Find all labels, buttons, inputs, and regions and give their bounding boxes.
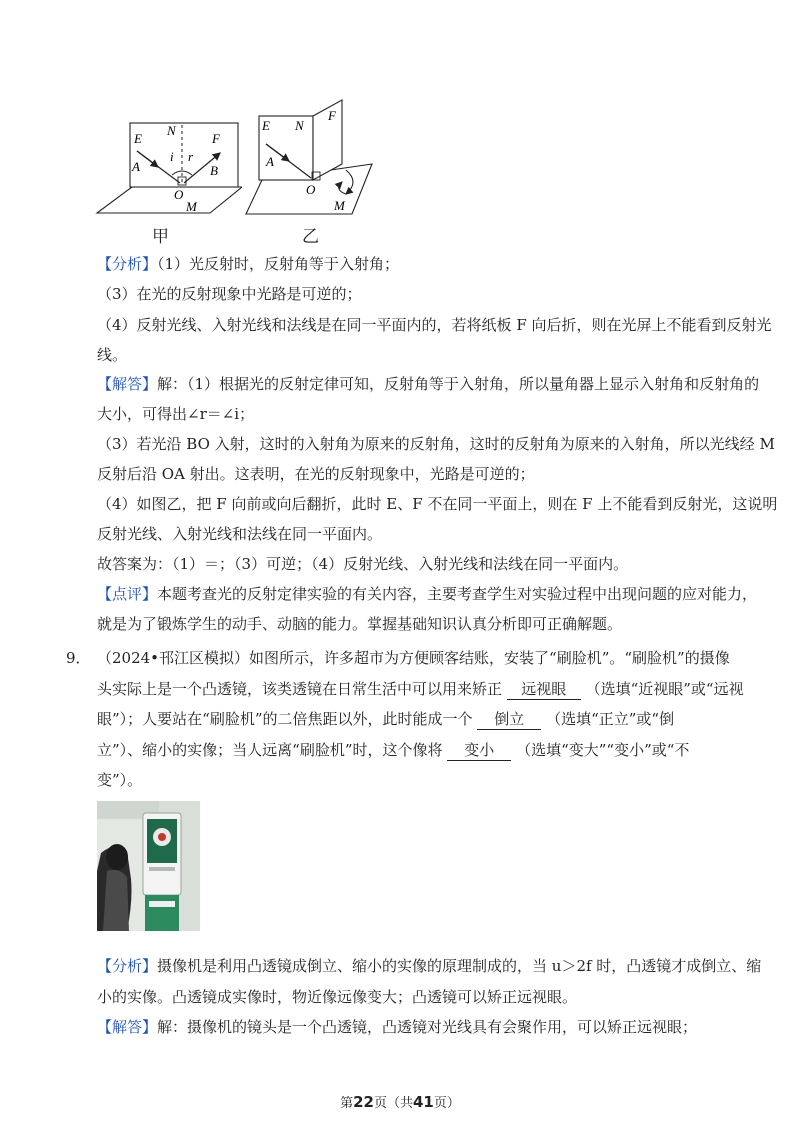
face-scan-photo-illustration xyxy=(97,801,200,931)
face-scan-machine-photo xyxy=(97,801,200,931)
footer-mid: 页（共 xyxy=(373,1096,413,1111)
label-O: O xyxy=(174,187,184,202)
question9-line5: 变”）。 xyxy=(97,771,143,789)
solution8-line6: 反射光线、入射光线和法线在同一平面内。 xyxy=(97,525,383,543)
label-i: i xyxy=(170,149,174,164)
comment8-line2: 就是为了锻炼学生的动手、动脑的能力。掌握基础知识认真分析即可正确解题。 xyxy=(97,615,623,633)
footer-suffix: 页） xyxy=(433,1096,460,1111)
label-M: M xyxy=(186,199,197,214)
question9-line2 xyxy=(97,679,744,700)
question9-line4 xyxy=(97,740,689,761)
answer-blank-1: 远视眼 xyxy=(507,679,581,700)
question9-line1: （2024•邗江区模拟）如图所示，许多超市为方便顾客结账，安装了“刷脸机”。“刷脸机”的摄像 xyxy=(97,649,730,667)
solution8-line3: （3）若光沿 BO 入射，这时的入射角为原来的反射角，这时的反射角为原来的入射角，所以光线经 M xyxy=(97,435,775,453)
analysis9-line2: 小的实像。凸透镜成实像时，物近像远像变大；凸透镜可以矫正远视眼。 xyxy=(97,988,578,1006)
comment-text: 本题考查光的反射定律实验的有关内容，主要考查学生对实验过程中出现问题的应对能力， xyxy=(157,585,758,603)
reflection-diagram-yi xyxy=(242,98,387,218)
label-F: F xyxy=(328,108,336,123)
question9-text: 头实际上是一个凸透镜，该类透镜在日常生活中可以用来矫正 xyxy=(97,680,503,698)
label-E: E xyxy=(262,118,270,133)
analysis8-line4: 线。 xyxy=(97,346,128,364)
comment8-line1 xyxy=(97,584,757,604)
question9-line3 xyxy=(97,709,674,730)
solution8-line5: （4）如图乙，把 F 向前或向后翻折，此时 E、F 不在同一平面上，则在 F 上不能看到反射光，这说明 xyxy=(97,495,778,513)
solution-text: 解：摄像机的镜头是一个凸透镜，凸透镜对光线具有会聚作用，可以矫正远视眼； xyxy=(157,1018,698,1036)
label-N: N xyxy=(295,118,304,133)
label-A: A xyxy=(266,154,274,169)
footer-prefix: 第 xyxy=(340,1096,354,1111)
label-A: A xyxy=(132,159,140,174)
analysis-text: 摄像机是利用凸透镜成倒立、缩小的实像的原理制成的，当 u＞2f 时，凸透镜才成倒立、缩 xyxy=(157,957,762,975)
question9-text: 立”）、缩小的实像；当人远离“刷脸机”时，这个像将 xyxy=(97,741,443,759)
answer-blank-2: 倒立 xyxy=(477,709,541,730)
label-F: F xyxy=(212,131,220,146)
label-B: B xyxy=(210,163,218,178)
label-r: r xyxy=(188,149,194,164)
solution9-line1 xyxy=(97,1017,697,1037)
analysis-tag: 【分析】 xyxy=(97,255,158,273)
figure-caption-yi: 乙 xyxy=(302,227,319,247)
reflection-diagram-jia xyxy=(92,115,242,220)
comment-tag: 【点评】 xyxy=(97,585,158,603)
figure-jia xyxy=(92,115,242,220)
solution8-line1 xyxy=(97,374,759,394)
label-N: N xyxy=(167,123,176,138)
solution-tag: 【解答】 xyxy=(97,375,158,393)
solution-tag: 【解答】 xyxy=(97,1018,158,1036)
footer-total-pages: 41 xyxy=(413,1093,434,1111)
question9-text: （选填“变大”“变小”或“不 xyxy=(516,741,690,759)
figure-yi xyxy=(242,98,387,218)
solution8-answer: 故答案为：（1）＝；（3）可逆；（4）反射光线、入射光线和法线在同一平面内。 xyxy=(97,555,629,573)
answer-blank-3: 变小 xyxy=(447,740,511,761)
figure-caption-jia: 甲 xyxy=(152,227,169,247)
analysis8-line3: （4）反射光线、入射光线和法线是在同一平面内的，若将纸板 F 向后折，则在光屏上不能看到反射光 xyxy=(97,316,772,334)
label-O: O xyxy=(306,182,316,197)
label-M: M xyxy=(334,198,345,213)
analysis-text: （1）光反射时，反射角等于入射角； xyxy=(157,255,400,273)
label-E: E xyxy=(134,131,142,146)
footer-page-number: 22 xyxy=(353,1093,374,1111)
page-footer xyxy=(0,1092,800,1111)
question9-text: 眼”）；人要站在“刷脸机”的二倍焦距以外，此时能成一个 xyxy=(97,710,473,728)
question9-text: （选填“正立”或“倒 xyxy=(546,710,675,728)
question9-number: 9． xyxy=(66,649,91,667)
analysis8-line1 xyxy=(97,254,399,274)
analysis8-line2: （3）在光的反射现象中光路是可逆的； xyxy=(97,285,362,303)
solution8-line2: 大小，可得出∠r＝∠i； xyxy=(97,405,255,423)
solution8-line4: 反射后沿 OA 射出。这表明，在光的反射现象中，光路是可逆的； xyxy=(97,465,535,483)
solution-text: 解：（1）根据光的反射定律可知，反射角等于入射角，所以量角器上显示入射角和反射角的 xyxy=(157,375,760,393)
analysis9-line1 xyxy=(97,956,761,976)
question9-text: （选填“近视眼”或“远视 xyxy=(585,680,744,698)
analysis-tag: 【分析】 xyxy=(97,957,158,975)
